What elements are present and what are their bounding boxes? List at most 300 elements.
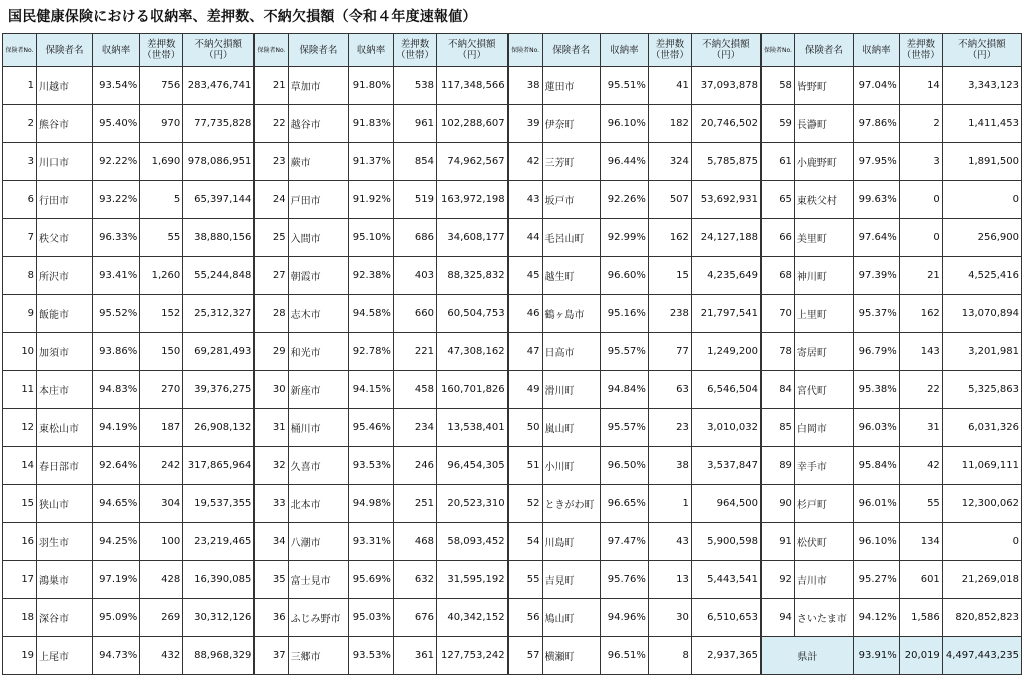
- collection-rate: 91.92%: [349, 181, 394, 219]
- seizure-count: 242: [140, 447, 183, 485]
- insurer-name: 滑川町: [542, 371, 600, 409]
- uncollectible-amount: 12,300,062: [942, 485, 1021, 523]
- table-row: [3, 333, 254, 371]
- table-row: [255, 637, 507, 675]
- seizure-count: 269: [140, 599, 183, 637]
- table-row: [3, 371, 254, 409]
- uncollectible-amount: 256,900: [942, 219, 1021, 257]
- uncollectible-amount: 77,735,828: [183, 105, 254, 143]
- collection-rate: 93.86%: [92, 333, 139, 371]
- insurer-name: 入間市: [288, 219, 348, 257]
- uncollectible-amount: 55,244,848: [183, 257, 254, 295]
- table-row: [761, 295, 1021, 333]
- table-row: [761, 143, 1021, 181]
- insurer-name: 飯能市: [37, 295, 93, 333]
- insurer-name: 川口市: [37, 143, 93, 181]
- table-row: [3, 257, 254, 295]
- table-row: [508, 409, 760, 447]
- table-row: [255, 143, 507, 181]
- uncollectible-amount: 26,908,132: [183, 409, 254, 447]
- uncollectible-amount: 88,968,329: [183, 637, 254, 675]
- uncollectible-amount: 3,010,032: [691, 409, 760, 447]
- seizure-count: 1,260: [140, 257, 183, 295]
- insurer-name: 鳩山町: [542, 599, 600, 637]
- uncollectible-amount: 6,031,326: [942, 409, 1021, 447]
- collection-rate: 96.65%: [600, 485, 648, 523]
- table-block-4: [761, 33, 1022, 675]
- insurer-no: 57: [508, 637, 542, 675]
- seizure-count: 854: [393, 143, 436, 181]
- uncollectible-amount: 1,249,200: [691, 333, 760, 371]
- insurer-no: 55: [508, 561, 542, 599]
- collection-rate: 92.22%: [92, 143, 139, 181]
- collection-rate: 94.19%: [92, 409, 139, 447]
- seizure-count: 3: [899, 143, 942, 181]
- collection-rate: 94.58%: [349, 295, 394, 333]
- collection-rate: 93.53%: [349, 637, 394, 675]
- seizure-count: 8: [648, 637, 691, 675]
- collection-rate: 95.69%: [349, 561, 394, 599]
- collection-rate: 96.50%: [600, 447, 648, 485]
- insurer-no: 21: [255, 67, 288, 105]
- collection-rate: 94.25%: [92, 523, 139, 561]
- uncollectible-amount: 24,127,188: [691, 219, 760, 257]
- table-row: [255, 105, 507, 143]
- insurer-name: 越谷市: [288, 105, 348, 143]
- insurer-name: 日高市: [542, 333, 600, 371]
- insurer-no: 39: [508, 105, 542, 143]
- insurer-no: 27: [255, 257, 288, 295]
- header-seizures: 差押数 （世帯）: [140, 34, 183, 67]
- insurer-name: 越生町: [542, 257, 600, 295]
- collection-rate: 93.31%: [349, 523, 394, 561]
- collection-rate: 93.54%: [92, 67, 139, 105]
- insurer-no: 7: [3, 219, 37, 257]
- seizure-count: 2: [899, 105, 942, 143]
- table-block-3: [508, 33, 761, 675]
- table-row: [3, 523, 254, 561]
- table-row: [255, 333, 507, 371]
- insurer-no: 18: [3, 599, 37, 637]
- insurer-no: 25: [255, 219, 288, 257]
- table-row: [761, 371, 1021, 409]
- header-row: [255, 34, 507, 67]
- collection-rate: 97.86%: [853, 105, 899, 143]
- insurer-name: 北本市: [288, 485, 348, 523]
- collection-rate: 92.38%: [349, 257, 394, 295]
- page-title: 国民健康保険における収納率、差押数、不納欠損額（令和４年度速報値）: [8, 9, 477, 25]
- collection-rate: 93.41%: [92, 257, 139, 295]
- insurer-name: 秩父市: [37, 219, 93, 257]
- insurer-no: 59: [761, 105, 794, 143]
- seizure-count: 22: [899, 371, 942, 409]
- collection-rate: 92.26%: [600, 181, 648, 219]
- seizure-count: 5: [140, 181, 183, 219]
- header-uncollectible: 不納欠損額 （円）: [942, 34, 1021, 67]
- insurer-name: さいたま市: [794, 599, 853, 637]
- header-insurer-no: 保険者No.: [761, 34, 794, 67]
- collection-rate: 96.10%: [853, 523, 899, 561]
- collection-rate: 93.22%: [92, 181, 139, 219]
- insurer-name: 加須市: [37, 333, 93, 371]
- header-insurer-name: 保険者名: [794, 34, 853, 67]
- insurer-name: 春日部市: [37, 447, 93, 485]
- insurer-name: 狭山市: [37, 485, 93, 523]
- insurer-no: 94: [761, 599, 794, 637]
- insurer-name: 幸手市: [794, 447, 853, 485]
- insurer-name: 川島町: [542, 523, 600, 561]
- collection-rate: 97.39%: [853, 257, 899, 295]
- insurer-name: 羽生市: [37, 523, 93, 561]
- insurer-no: 58: [761, 67, 794, 105]
- insurer-name: 寄居町: [794, 333, 853, 371]
- insurer-name: 白岡市: [794, 409, 853, 447]
- uncollectible-amount: 40,342,152: [436, 599, 507, 637]
- uncollectible-amount: 58,093,452: [436, 523, 507, 561]
- header-collection-rate: 収納率: [853, 34, 899, 67]
- header-collection-rate: 収納率: [600, 34, 648, 67]
- uncollectible-amount: 65,397,144: [183, 181, 254, 219]
- insurer-no: 38: [508, 67, 542, 105]
- seizure-count: 756: [140, 67, 183, 105]
- insurer-name: 杉戸町: [794, 485, 853, 523]
- insurer-no: 89: [761, 447, 794, 485]
- seizure-count: 143: [899, 333, 942, 371]
- seizure-count: 1: [648, 485, 691, 523]
- uncollectible-amount: 20,523,310: [436, 485, 507, 523]
- seizure-count: 23: [648, 409, 691, 447]
- collection-rate: 95.38%: [853, 371, 899, 409]
- seizure-count: 961: [393, 105, 436, 143]
- seizure-count: 42: [899, 447, 942, 485]
- table-row: [3, 561, 254, 599]
- seizure-count: 1,586: [899, 599, 942, 637]
- insurer-no: 42: [508, 143, 542, 181]
- collection-rate: 95.57%: [600, 333, 648, 371]
- insurer-name: 熊谷市: [37, 105, 93, 143]
- table-row: [255, 371, 507, 409]
- table-row: [508, 637, 760, 675]
- insurer-no: 15: [3, 485, 37, 523]
- table-row: [508, 523, 760, 561]
- table-row: [3, 447, 254, 485]
- insurer-no: 92: [761, 561, 794, 599]
- seizure-count: 970: [140, 105, 183, 143]
- insurer-name: 横瀬町: [542, 637, 600, 675]
- table-row: [3, 599, 254, 637]
- seizure-count: 270: [140, 371, 183, 409]
- insurer-name: 戸田市: [288, 181, 348, 219]
- uncollectible-amount: 6,546,504: [691, 371, 760, 409]
- seizure-count: 601: [899, 561, 942, 599]
- insurer-no: 65: [761, 181, 794, 219]
- insurer-no: 8: [3, 257, 37, 295]
- uncollectible-amount: 69,281,493: [183, 333, 254, 371]
- uncollectible-amount: 5,900,598: [691, 523, 760, 561]
- total-collection-rate: 93.91%: [853, 637, 899, 675]
- seizure-count: 632: [393, 561, 436, 599]
- insurer-name: 新座市: [288, 371, 348, 409]
- insurer-no: 31: [255, 409, 288, 447]
- uncollectible-amount: 60,504,753: [436, 295, 507, 333]
- table-row: [761, 257, 1021, 295]
- uncollectible-amount: 1,411,453: [942, 105, 1021, 143]
- insurer-no: 68: [761, 257, 794, 295]
- seizure-count: 361: [393, 637, 436, 675]
- insurer-no: 56: [508, 599, 542, 637]
- table-row: [255, 523, 507, 561]
- insurer-name: 本庄市: [37, 371, 93, 409]
- collection-rate: 92.64%: [92, 447, 139, 485]
- insurer-name: 所沢市: [37, 257, 93, 295]
- table-row: [508, 257, 760, 295]
- table-row: [761, 599, 1021, 637]
- table-row: [3, 181, 254, 219]
- insurer-no: 46: [508, 295, 542, 333]
- insurer-name: 東秩父村: [794, 181, 853, 219]
- insurer-no: 66: [761, 219, 794, 257]
- total-uncollectible-amount: 4,497,443,235: [942, 637, 1021, 675]
- collection-rate: 94.73%: [92, 637, 139, 675]
- table-row: [255, 257, 507, 295]
- table-row: [761, 447, 1021, 485]
- insurer-name: 伊奈町: [542, 105, 600, 143]
- uncollectible-amount: 74,962,567: [436, 143, 507, 181]
- table-row: [508, 143, 760, 181]
- uncollectible-amount: 13,070,894: [942, 295, 1021, 333]
- collection-rate: 96.51%: [600, 637, 648, 675]
- uncollectible-amount: 16,390,085: [183, 561, 254, 599]
- seizure-count: 0: [899, 219, 942, 257]
- seizure-count: 251: [393, 485, 436, 523]
- collection-rate: 95.57%: [600, 409, 648, 447]
- collection-rate: 96.01%: [853, 485, 899, 523]
- table-row: [255, 67, 507, 105]
- collection-rate: 96.44%: [600, 143, 648, 181]
- insurer-no: 28: [255, 295, 288, 333]
- insurer-no: 34: [255, 523, 288, 561]
- uncollectible-amount: 3,201,981: [942, 333, 1021, 371]
- insurer-no: 45: [508, 257, 542, 295]
- insurer-no: 23: [255, 143, 288, 181]
- seizure-count: 162: [648, 219, 691, 257]
- collection-rate: 94.83%: [92, 371, 139, 409]
- insurer-no: 12: [3, 409, 37, 447]
- insurer-name: 富士見市: [288, 561, 348, 599]
- header-insurer-no: 保険者No.: [255, 34, 288, 67]
- collection-rate: 97.47%: [600, 523, 648, 561]
- table-row: [761, 181, 1021, 219]
- uncollectible-amount: 5,785,875: [691, 143, 760, 181]
- seizure-count: 30: [648, 599, 691, 637]
- insurer-name: 和光市: [288, 333, 348, 371]
- seizure-count: 187: [140, 409, 183, 447]
- seizure-count: 0: [899, 181, 942, 219]
- header-insurer-name: 保険者名: [37, 34, 93, 67]
- seizure-count: 519: [393, 181, 436, 219]
- table-row: [761, 333, 1021, 371]
- seizure-count: 686: [393, 219, 436, 257]
- insurer-no: 43: [508, 181, 542, 219]
- header-insurer-no: 保険者No.: [508, 34, 542, 67]
- collection-rate: 96.60%: [600, 257, 648, 295]
- insurer-no: 84: [761, 371, 794, 409]
- uncollectible-amount: 117,348,566: [436, 67, 507, 105]
- insurer-no: 78: [761, 333, 794, 371]
- header-uncollectible: 不納欠損額 （円）: [183, 34, 254, 67]
- uncollectible-amount: 21,269,018: [942, 561, 1021, 599]
- uncollectible-amount: 34,608,177: [436, 219, 507, 257]
- seizure-count: 38: [648, 447, 691, 485]
- table-row: [255, 599, 507, 637]
- collection-rate: 95.03%: [349, 599, 394, 637]
- seizure-count: 428: [140, 561, 183, 599]
- insurer-no: 6: [3, 181, 37, 219]
- insurer-name: 松伏町: [794, 523, 853, 561]
- header-insurer-name: 保険者名: [288, 34, 348, 67]
- insurer-name: 小鹿野町: [794, 143, 853, 181]
- insurer-no: 11: [3, 371, 37, 409]
- uncollectible-amount: 30,312,126: [183, 599, 254, 637]
- insurer-no: 10: [3, 333, 37, 371]
- insurer-no: 52: [508, 485, 542, 523]
- insurer-no: 50: [508, 409, 542, 447]
- collection-rate: 96.33%: [92, 219, 139, 257]
- insurer-name: 深谷市: [37, 599, 93, 637]
- uncollectible-amount: 127,753,242: [436, 637, 507, 675]
- uncollectible-amount: 38,880,156: [183, 219, 254, 257]
- table-row: [508, 105, 760, 143]
- collection-rate: 91.80%: [349, 67, 394, 105]
- insurer-name: 八潮市: [288, 523, 348, 561]
- header-seizures: 差押数 （世帯）: [899, 34, 942, 67]
- insurer-no: 9: [3, 295, 37, 333]
- insurer-no: 54: [508, 523, 542, 561]
- seizure-count: 234: [393, 409, 436, 447]
- table-row: [3, 485, 254, 523]
- insurer-name: 三芳町: [542, 143, 600, 181]
- seizure-count: 63: [648, 371, 691, 409]
- seizure-count: 182: [648, 105, 691, 143]
- insurer-no: 70: [761, 295, 794, 333]
- collection-rate: 94.84%: [600, 371, 648, 409]
- seizure-count: 221: [393, 333, 436, 371]
- seizure-count: 403: [393, 257, 436, 295]
- insurer-no: 35: [255, 561, 288, 599]
- collection-rate: 95.76%: [600, 561, 648, 599]
- seizure-count: 15: [648, 257, 691, 295]
- table-row: [255, 181, 507, 219]
- total-seizure-count: 20,019: [899, 637, 942, 675]
- header-uncollectible: 不納欠損額 （円）: [436, 34, 507, 67]
- seizure-count: 100: [140, 523, 183, 561]
- insurer-name: 吉見町: [542, 561, 600, 599]
- table-row: [255, 219, 507, 257]
- seizure-count: 538: [393, 67, 436, 105]
- seizure-count: 1,690: [140, 143, 183, 181]
- uncollectible-amount: 96,454,305: [436, 447, 507, 485]
- table-block-2: [254, 33, 507, 675]
- uncollectible-amount: 21,797,541: [691, 295, 760, 333]
- insurer-no: 16: [3, 523, 37, 561]
- seizure-count: 660: [393, 295, 436, 333]
- table-row: [255, 485, 507, 523]
- table-row: [761, 561, 1021, 599]
- table-row: [3, 637, 254, 675]
- table-row: [3, 409, 254, 447]
- collection-rate: 91.83%: [349, 105, 394, 143]
- seizure-count: 55: [140, 219, 183, 257]
- table-row: [255, 447, 507, 485]
- uncollectible-amount: 39,376,275: [183, 371, 254, 409]
- uncollectible-amount: 102,288,607: [436, 105, 507, 143]
- insurer-name: 草加市: [288, 67, 348, 105]
- uncollectible-amount: 5,443,541: [691, 561, 760, 599]
- table-row: [761, 67, 1021, 105]
- insurer-name: 上尾市: [37, 637, 93, 675]
- table-row: [3, 143, 254, 181]
- insurer-name: 三郷市: [288, 637, 348, 675]
- insurer-no: 30: [255, 371, 288, 409]
- insurer-name: 皆野町: [794, 67, 853, 105]
- seizure-count: 458: [393, 371, 436, 409]
- insurer-no: 49: [508, 371, 542, 409]
- collection-rate: 95.27%: [853, 561, 899, 599]
- insurer-name: 久喜市: [288, 447, 348, 485]
- insurer-name: 毛呂山町: [542, 219, 600, 257]
- insurer-name: 川越市: [37, 67, 93, 105]
- header-seizures: 差押数 （世帯）: [393, 34, 436, 67]
- table-row: [508, 599, 760, 637]
- uncollectible-amount: 6,510,653: [691, 599, 760, 637]
- uncollectible-amount: 53,692,931: [691, 181, 760, 219]
- insurer-no: 91: [761, 523, 794, 561]
- uncollectible-amount: 3,537,847: [691, 447, 760, 485]
- total-row: [761, 637, 1021, 675]
- insurer-no: 24: [255, 181, 288, 219]
- seizure-count: 31: [899, 409, 942, 447]
- table-row: [508, 181, 760, 219]
- collection-rate: 96.79%: [853, 333, 899, 371]
- insurer-name: 蓮田市: [542, 67, 600, 105]
- table-row: [508, 371, 760, 409]
- collection-rate: 95.51%: [600, 67, 648, 105]
- insurer-no: 2: [3, 105, 37, 143]
- collection-rate: 92.99%: [600, 219, 648, 257]
- uncollectible-amount: 0: [942, 523, 1021, 561]
- uncollectible-amount: 283,476,741: [183, 67, 254, 105]
- collection-rate: 97.19%: [92, 561, 139, 599]
- insurer-name: 宮代町: [794, 371, 853, 409]
- insurer-name: 小川町: [542, 447, 600, 485]
- insurer-name: 嵐山町: [542, 409, 600, 447]
- seizure-count: 432: [140, 637, 183, 675]
- seizure-count: 238: [648, 295, 691, 333]
- insurer-name: 志木市: [288, 295, 348, 333]
- seizure-count: 150: [140, 333, 183, 371]
- seizure-count: 324: [648, 143, 691, 181]
- data-tables: [2, 33, 1022, 675]
- insurer-name: 朝霞市: [288, 257, 348, 295]
- header-insurer-name: 保険者名: [542, 34, 600, 67]
- uncollectible-amount: 11,069,111: [942, 447, 1021, 485]
- header-uncollectible: 不納欠損額 （円）: [691, 34, 760, 67]
- collection-rate: 97.04%: [853, 67, 899, 105]
- insurer-no: 36: [255, 599, 288, 637]
- table-row: [3, 219, 254, 257]
- table-row: [508, 295, 760, 333]
- seizure-count: 41: [648, 67, 691, 105]
